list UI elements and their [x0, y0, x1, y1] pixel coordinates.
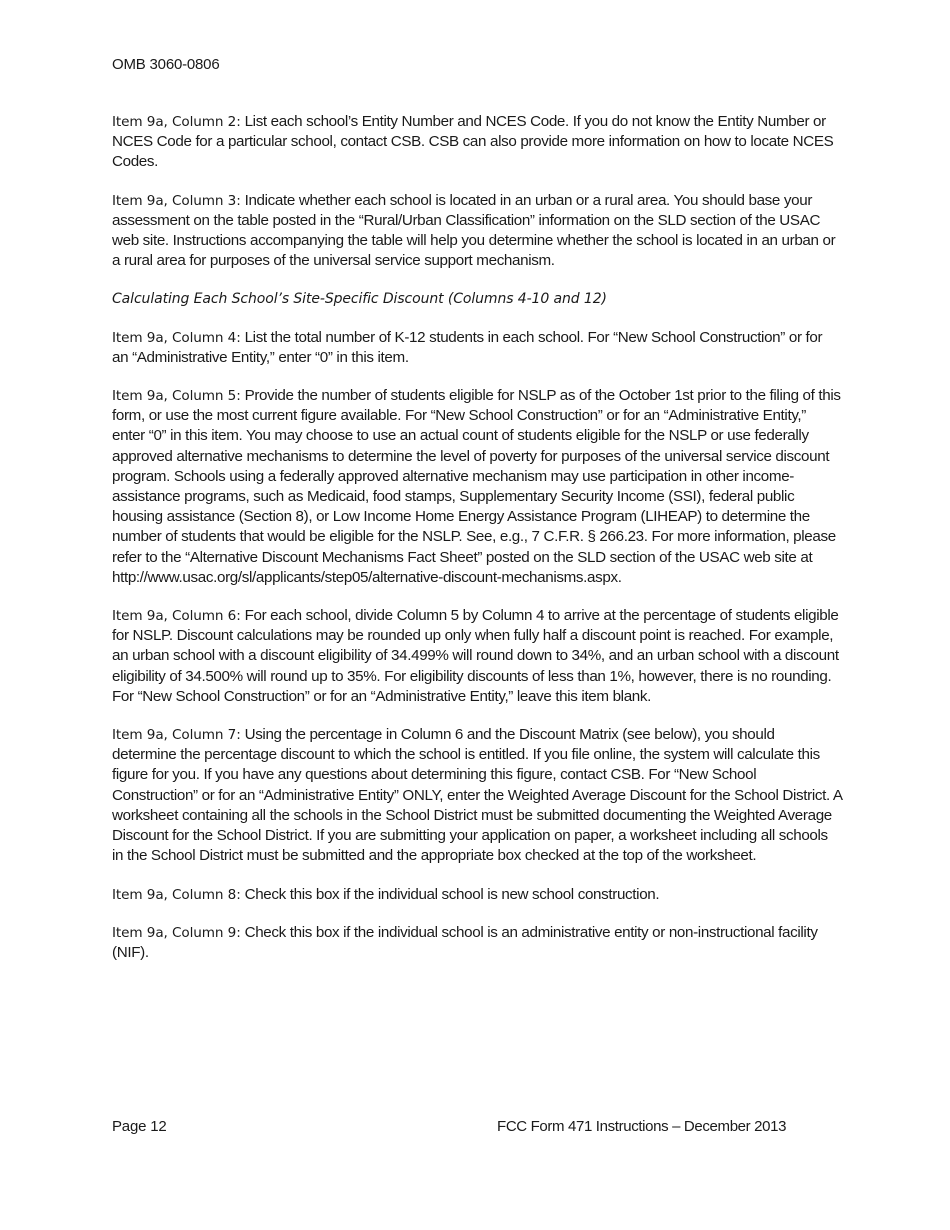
paragraph-column-7 [112, 725, 842, 866]
paragraph-column-9 [112, 923, 842, 963]
paragraph-text: List each school’s Entity Number and NCES Code. If you do not know the Entity Number or NCES Code for a particular school, contact CSB. CSB can also provide more information on how to locate NCES Codes. [112, 113, 834, 171]
paragraph-text: Indicate whether each school is located in an urban or a rural area. You should base your assessment on the table posted in the “Rural/Urban Classification” information on the SLD section of the USAC web site. Instructions accompanying the table will help you determine whether the school is located in an urban or a rural area for purposes of the universal service support mechanism. [112, 191, 836, 270]
paragraph-column-5 [112, 386, 842, 588]
paragraph-column-3 [112, 191, 842, 272]
item-label: Item 9a, Column 5: [112, 388, 241, 405]
page-number: Page 12 [112, 1118, 167, 1135]
paragraph-text: Provide the number of students eligible for NSLP as of the October 1st prior to the filing of this form, or use the most current figure available. For “New School Construction” or for an “Administrative Entity,” enter “0” in this item. You may choose to use an actual count of students eligible for the NSLP or use federally approved alternative mechanisms to determine the level of poverty for purposes of the universal service discount program. Schools using a federally approved alternative mechanism may use participation in other income-assistance programs, such as Medicaid, food stamps, Supplementary Security Income (SSI), federal public housing assistance (Section 8), or Low Income Home Energy Assistance Program (LIHEAP) to determine the number of students that would be eligible for the NSLP. See, e.g., 7 C.F.R. § 266.23. For more information, please refer to the “Alternative Discount Mechanisms Fact Sheet” posted on the SLD section of the USAC web site at http://www.usac.org/sl/applicants/step05/alternative-discount-mechanisms.aspx. [112, 387, 841, 586]
paragraph-text: Check this box if the individual school is an administrative entity or non-instructional facility (NIF). [112, 923, 818, 961]
paragraph-text: Using the percentage in Column 6 and the Discount Matrix (see below), you should determine the percentage discount to which the school is entitled. If you file online, the system will calculate this figure for you. If you have any questions about determining this figure, contact CSB. For “New School Construction” or for an “Administrative Entity” ONLY, enter the Weighted Average Discount for the School District. A worksheet containing all the schools in the School District must be submitted documenting the Weighted Average Discount for the School District. If you are submitting your application on paper, a worksheet including all schools in the School District must be submitted and the appropriate box checked at the top of the worksheet. [112, 726, 842, 865]
item-label: Item 9a, Column 8: [112, 886, 241, 903]
paragraph-column-2 [112, 112, 842, 173]
section-subheading: Calculating Each School’s Site-Specific Discount (Columns 4-10 and 12) [112, 291, 607, 308]
item-label: Item 9a, Column 9: [112, 924, 241, 941]
paragraph-text: List the total number of K-12 students in each school. For “New School Construction” or for an “Administrative Entity,” enter “0” in this item. [112, 328, 823, 366]
item-label: Item 9a, Column 7: [112, 727, 241, 744]
document-body [112, 112, 842, 981]
item-label: Item 9a, Column 3: [112, 192, 241, 209]
paragraph-text: For each school, divide Column 5 by Column 4 to arrive at the percentage of students eligible for NSLP. Discount calculations may be rounded up only when fully half a discount point is reached. For example, an urban school with a discount eligibility of 34.499% will round down to 34%, and an urban school with a discount eligibility of 34.500% will round up to 35%. For eligibility discounts of less than 1%, however, there is no rounding. For “New School Construction” or for an “Administrative Entity,” leave this item blank. [112, 607, 839, 705]
paragraph-column-4 [112, 328, 842, 368]
item-label: Item 9a, Column 4: [112, 329, 241, 346]
paragraph-column-6 [112, 606, 842, 707]
omb-number: OMB 3060-0806 [112, 56, 220, 73]
item-label: Item 9a, Column 2: [112, 114, 241, 130]
item-label: Item 9a, Column 6: [112, 608, 241, 625]
paragraph-text: Check this box if the individual school is new school construction. [240, 885, 660, 903]
paragraph-column-8 [112, 885, 842, 905]
form-title-footer: FCC Form 471 Instructions – December 2013 [497, 1118, 787, 1135]
